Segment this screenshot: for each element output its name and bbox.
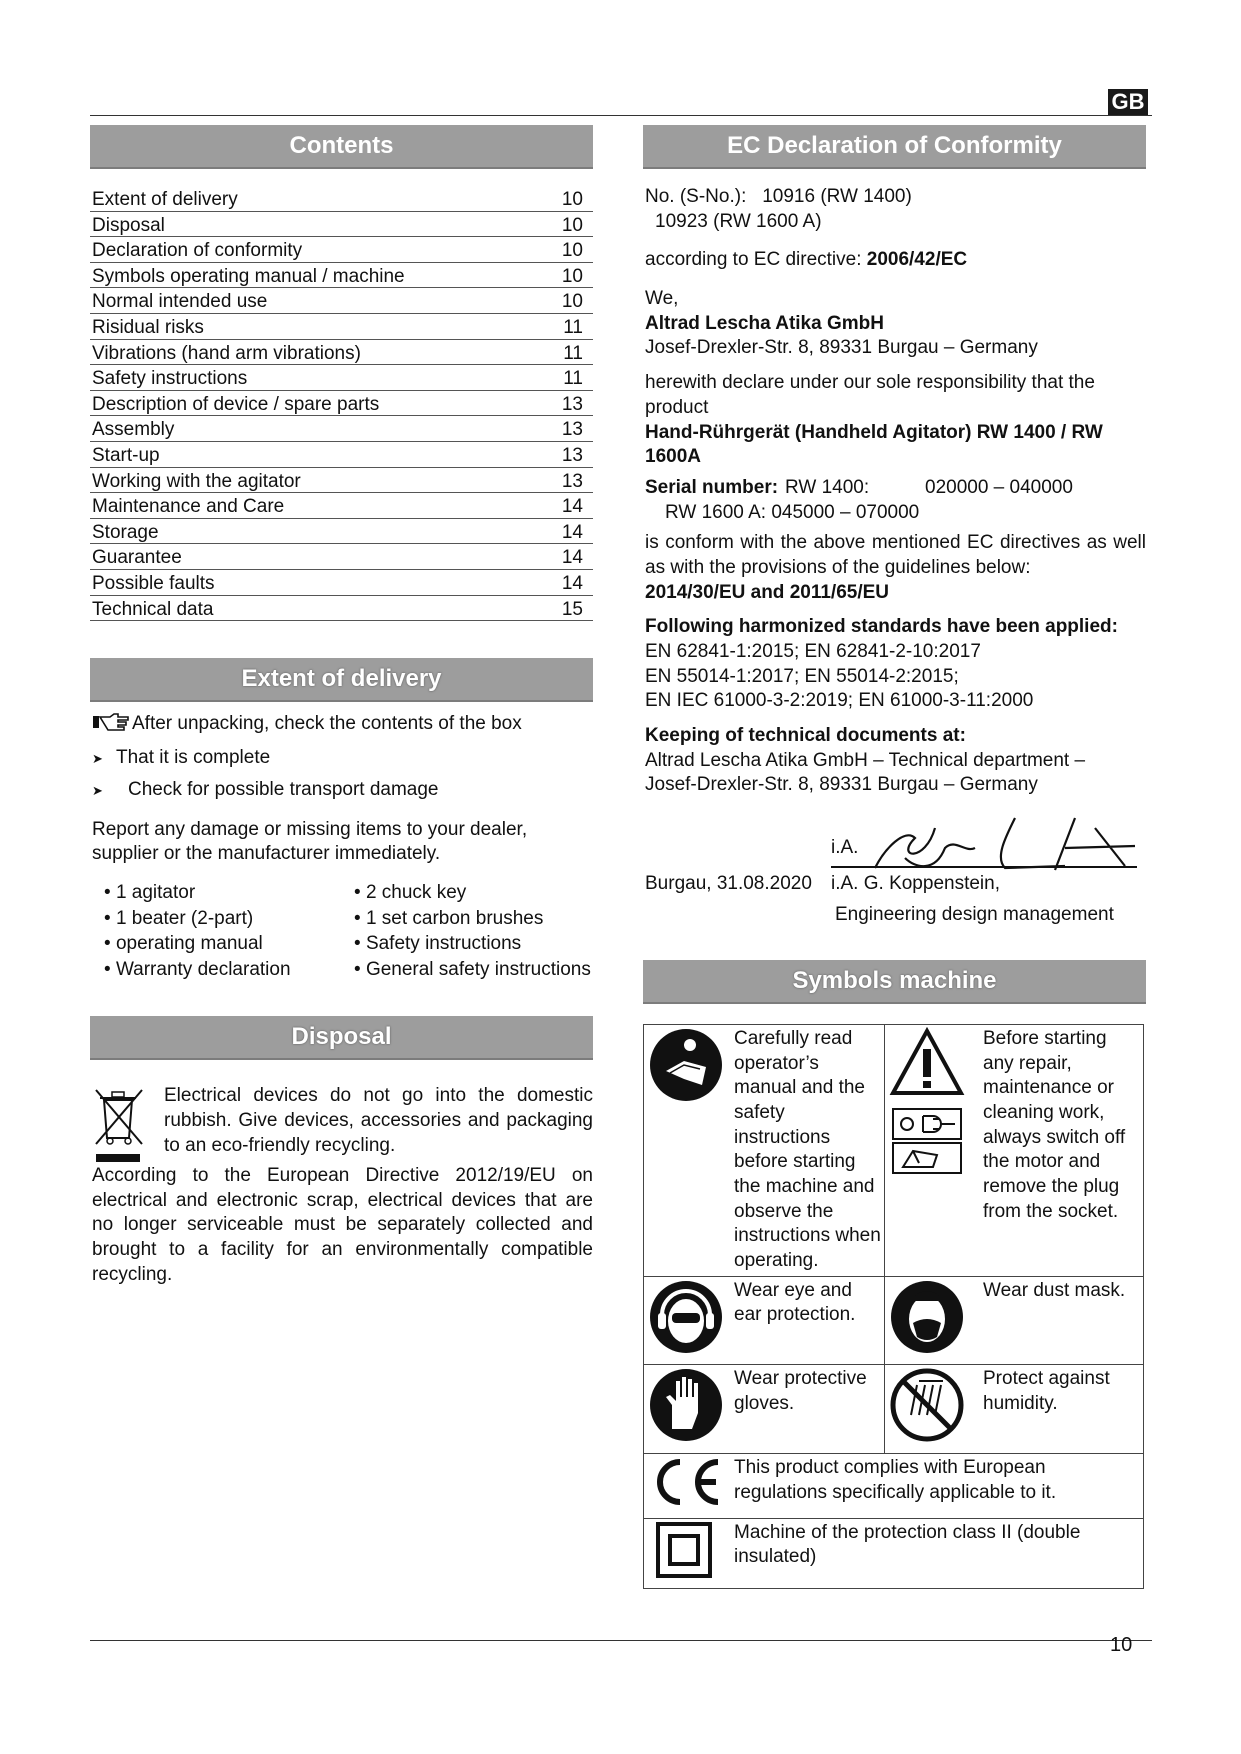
check-note	[92, 712, 593, 740]
signature-line	[831, 866, 1137, 868]
humidity-text: Protect against humidity.	[979, 1365, 1144, 1454]
contents-row-label: Symbols operating manual / machine	[92, 265, 405, 287]
contents-row-label: Technical data	[92, 598, 214, 620]
bullet-dot: •	[104, 933, 116, 955]
declaration-heading: EC Declaration of Conformity	[643, 125, 1146, 169]
contents-row-page: 13	[561, 470, 583, 492]
language-badge: GB	[1108, 89, 1148, 115]
class2-text: Machine of the protection class II (double insulated)	[730, 1518, 1144, 1589]
contents-row	[90, 442, 593, 468]
contents-row-page: 10	[561, 291, 583, 313]
no-value-2: 10923 (RW 1600 A)	[655, 210, 822, 232]
place-date: Burgau, 31.08.2020	[645, 873, 812, 895]
contents-row	[90, 570, 593, 596]
symbols-row	[644, 1024, 1144, 1276]
contents-row	[90, 416, 593, 442]
contents-row	[90, 263, 593, 289]
serial-line-1	[645, 476, 1146, 501]
harmonized-label: Following harmonized standards have been applied:	[645, 616, 1118, 638]
delivery-item	[104, 958, 354, 984]
ce-icon-cell	[644, 1454, 731, 1519]
delivery-item	[104, 907, 354, 933]
serial-label: Serial number:	[645, 476, 779, 498]
contents-row-label: Maintenance and Care	[92, 496, 285, 518]
company-address: Josef-Drexler-Str. 8, 89331 Burgau – Germany	[645, 337, 1038, 359]
standard-line: EN 55014-1:2017; EN 55014-2:2015;	[645, 665, 959, 687]
disposal-text-2: According to the European Directive 2012/19/EU on electrical and electronic scrap, electrical devices that are no longer serviceable must be separately collected and brought to a facility for an environmentally compatible recycling.	[92, 1164, 593, 1285]
declaration-body	[643, 185, 1146, 928]
read-manual-icon-cell	[644, 1024, 731, 1276]
contents-row	[90, 544, 593, 570]
guidelines-value: 2014/30/EU and 2011/65/EU	[645, 581, 889, 603]
bullet-damage-text: Check for possible transport damage	[128, 778, 439, 800]
standard-line: EN 62841-1:2015; EN 62841-2-10:2017	[645, 641, 981, 662]
contents-row	[90, 288, 593, 314]
contents-row	[90, 314, 593, 340]
bullet-dot: •	[354, 882, 366, 904]
keeping-line-1: Altrad Lescha Atika GmbH – Technical department –	[645, 749, 1086, 771]
bullet-dot: •	[104, 958, 116, 980]
right-column	[643, 125, 1146, 1589]
delivery-item	[354, 907, 604, 933]
gloves-icon-cell	[644, 1365, 731, 1454]
class2-icon-cell	[644, 1518, 731, 1589]
contents-row	[90, 340, 593, 366]
symbols-heading: Symbols machine	[643, 960, 1146, 1004]
bullet-dot: •	[354, 933, 366, 955]
read-manual-icon	[648, 1027, 724, 1103]
warning-triangle-icon	[889, 1027, 965, 1177]
extent-section	[90, 712, 593, 983]
contents-row-label: Start-up	[92, 444, 160, 466]
contents-row	[90, 186, 593, 212]
standard-line: EN IEC 61000-3-2:2019; EN 61000-3-11:2000	[645, 690, 1034, 712]
contents-row	[90, 519, 593, 545]
arrow-bullet-icon: ➤	[92, 782, 103, 798]
herewith-text: herewith declare under our sole responsibility that the product	[645, 372, 1095, 418]
contents-row	[90, 212, 593, 238]
before-repair-text: Before starting any repair, maintenance or cleaning work, always switch off the motor and remove the plug from the socket.	[979, 1024, 1144, 1276]
bullet-complete	[92, 746, 593, 772]
footer-rule	[90, 1640, 1152, 1641]
contents-row-page: 14	[561, 547, 583, 569]
contents-row-page: 10	[561, 240, 583, 262]
delivery-item-text: operating manual	[115, 933, 263, 955]
bullet-dot: •	[104, 907, 116, 929]
page-number: 10	[1110, 1634, 1133, 1656]
directive-label: according to EC directive:	[645, 249, 867, 271]
contents-row-label: Safety instructions	[92, 368, 248, 390]
dust-mask-icon-cell	[885, 1276, 980, 1365]
contents-row-page: 11	[563, 342, 583, 364]
contents-row-label: Normal intended use	[92, 291, 268, 313]
contents-row-label: Storage	[92, 521, 159, 543]
contents-row-label: Assembly	[92, 419, 175, 441]
symbols-row	[644, 1454, 1144, 1519]
eye-ear-protection-icon	[648, 1279, 724, 1355]
dust-mask-icon	[889, 1279, 965, 1355]
contents-row-label: Risidual risks	[92, 316, 204, 338]
weee-bin-icon	[90, 1084, 170, 1172]
contents-heading: Contents	[90, 125, 593, 169]
contents-row-page: 14	[561, 521, 583, 543]
report-text: Report any damage or missing items to your dealer, supplier or the manufacturer immediately.	[92, 818, 528, 865]
ce-text: This product complies with European regulations specifically applicable to it.	[730, 1454, 1144, 1519]
contents-row-page: 13	[561, 444, 583, 466]
contents-row-label: Declaration of conformity	[92, 240, 303, 262]
contents-row-page: 15	[561, 598, 583, 620]
delivery-item	[104, 881, 354, 907]
delivery-item-text: General safety instructions	[365, 958, 591, 980]
contents-list	[90, 186, 593, 621]
contents-row	[90, 596, 593, 622]
contents-row	[90, 493, 593, 519]
bullet-dot: •	[104, 882, 116, 904]
delivery-item-text: 1 agitator	[115, 882, 196, 904]
contents-row-label: Vibrations (hand arm vibrations)	[92, 342, 361, 364]
serial-model-1: RW 1400:	[785, 476, 870, 498]
keeping-line-2: Josef-Drexler-Str. 8, 89331 Burgau – Germany	[645, 774, 1038, 796]
arrow-bullet-icon: ➤	[92, 750, 103, 766]
symbols-row	[644, 1365, 1144, 1454]
left-column	[90, 125, 593, 1287]
signer-role: Engineering design management	[835, 904, 1114, 926]
contents-row-label: Description of device / spare parts	[92, 393, 380, 415]
conform-text: is conform with the above mentioned EC directives as well as with the provisions of the guidelines below:	[645, 532, 1146, 578]
contents-row-label: Disposal	[92, 214, 165, 236]
gloves-text: Wear protective gloves.	[730, 1365, 885, 1454]
contents-row-page: 14	[561, 572, 583, 594]
serial-line-2: RW 1600 A: 045000 – 070000	[665, 501, 920, 523]
disposal-text-1: Electrical devices do not go into the domestic rubbish. Give devices, accessories and packaging to an eco-friendly recycling.	[164, 1085, 593, 1156]
contents-row-page: 10	[561, 214, 583, 236]
contents-row	[90, 365, 593, 391]
header-rule	[90, 115, 1152, 116]
serial-no-line	[645, 185, 1146, 210]
ia-label: i.A.	[831, 837, 859, 859]
contents-row-label: Possible faults	[92, 572, 215, 594]
warning-icons-cell	[885, 1024, 980, 1276]
contents-row	[90, 468, 593, 494]
delivery-item-text: Safety instructions	[365, 933, 522, 955]
product-name: Hand-Rührgerät (Handheld Agitator) RW 1400 / RW 1600A	[645, 421, 1103, 468]
contents-row-label: Extent of delivery	[92, 189, 238, 210]
serial-range-1: 020000 – 040000	[925, 476, 1073, 498]
pointing-hand-icon	[92, 712, 132, 740]
delivery-item-text: Warranty declaration	[115, 958, 291, 980]
delivery-item	[354, 881, 604, 907]
no-label: No. (S-No.):	[645, 186, 747, 207]
contents-row-page: 11	[563, 316, 583, 338]
symbols-row	[644, 1276, 1144, 1365]
contents-row-label: Guarantee	[92, 547, 182, 569]
keeping-label: Keeping of technical documents at:	[645, 725, 966, 747]
eye-ear-text: Wear eye and ear protection.	[730, 1276, 885, 1365]
symbols-table	[643, 1024, 1144, 1590]
ce-mark-icon	[648, 1456, 724, 1508]
bullet-dot: •	[354, 958, 366, 980]
signature-block	[645, 798, 1146, 903]
delivery-item	[354, 932, 604, 958]
humidity-icon	[889, 1367, 965, 1443]
contents-row-page: 14	[561, 496, 583, 518]
delivery-item-text: 2 chuck key	[365, 882, 467, 904]
humidity-icon-cell	[885, 1365, 980, 1454]
no-value-1: 10916 (RW 1400)	[762, 186, 912, 207]
check-text: After unpacking, check the contents of the box	[132, 713, 522, 735]
protection-class-ii-icon	[648, 1521, 724, 1579]
we-text: We,	[645, 288, 679, 310]
delivery-item	[354, 958, 604, 984]
extent-heading: Extent of delivery	[90, 658, 593, 702]
protective-gloves-icon	[648, 1367, 724, 1443]
delivery-item-text: 1 beater (2-part)	[115, 907, 254, 929]
contents-row-page: 10	[561, 189, 583, 210]
standards-list	[645, 640, 1146, 714]
dust-mask-text: Wear dust mask.	[979, 1276, 1144, 1365]
contents-row-page: 11	[563, 368, 583, 390]
contents-row-page: 10	[561, 265, 583, 287]
directive-line	[645, 248, 1146, 273]
bullet-complete-text: That it is complete	[116, 746, 271, 768]
bullet-damage	[92, 778, 593, 804]
delivery-item-text: 1 set carbon brushes	[365, 907, 544, 929]
contents-row-page: 13	[561, 419, 583, 441]
signer-name: i.A. G. Koppenstein,	[831, 873, 1000, 895]
contents-row	[90, 391, 593, 417]
company-name: Altrad Lescha Atika GmbH	[645, 312, 884, 334]
read-manual-text: Carefully read operator’s manual and the safety instructions before starting the machine and observe the instructions when operating.	[730, 1024, 885, 1276]
bullet-dot: •	[354, 907, 366, 929]
contents-row-label: Working with the agitator	[92, 470, 301, 492]
contents-row	[90, 237, 593, 263]
symbols-row	[644, 1518, 1144, 1589]
delivery-item	[104, 932, 354, 958]
disposal-section	[90, 1084, 593, 1172]
contents-row-page: 13	[561, 393, 583, 415]
directive-value: 2006/42/EC	[866, 249, 968, 271]
eye-ear-icon-cell	[644, 1276, 731, 1365]
delivery-items	[104, 881, 593, 983]
disposal-heading: Disposal	[90, 1016, 593, 1060]
